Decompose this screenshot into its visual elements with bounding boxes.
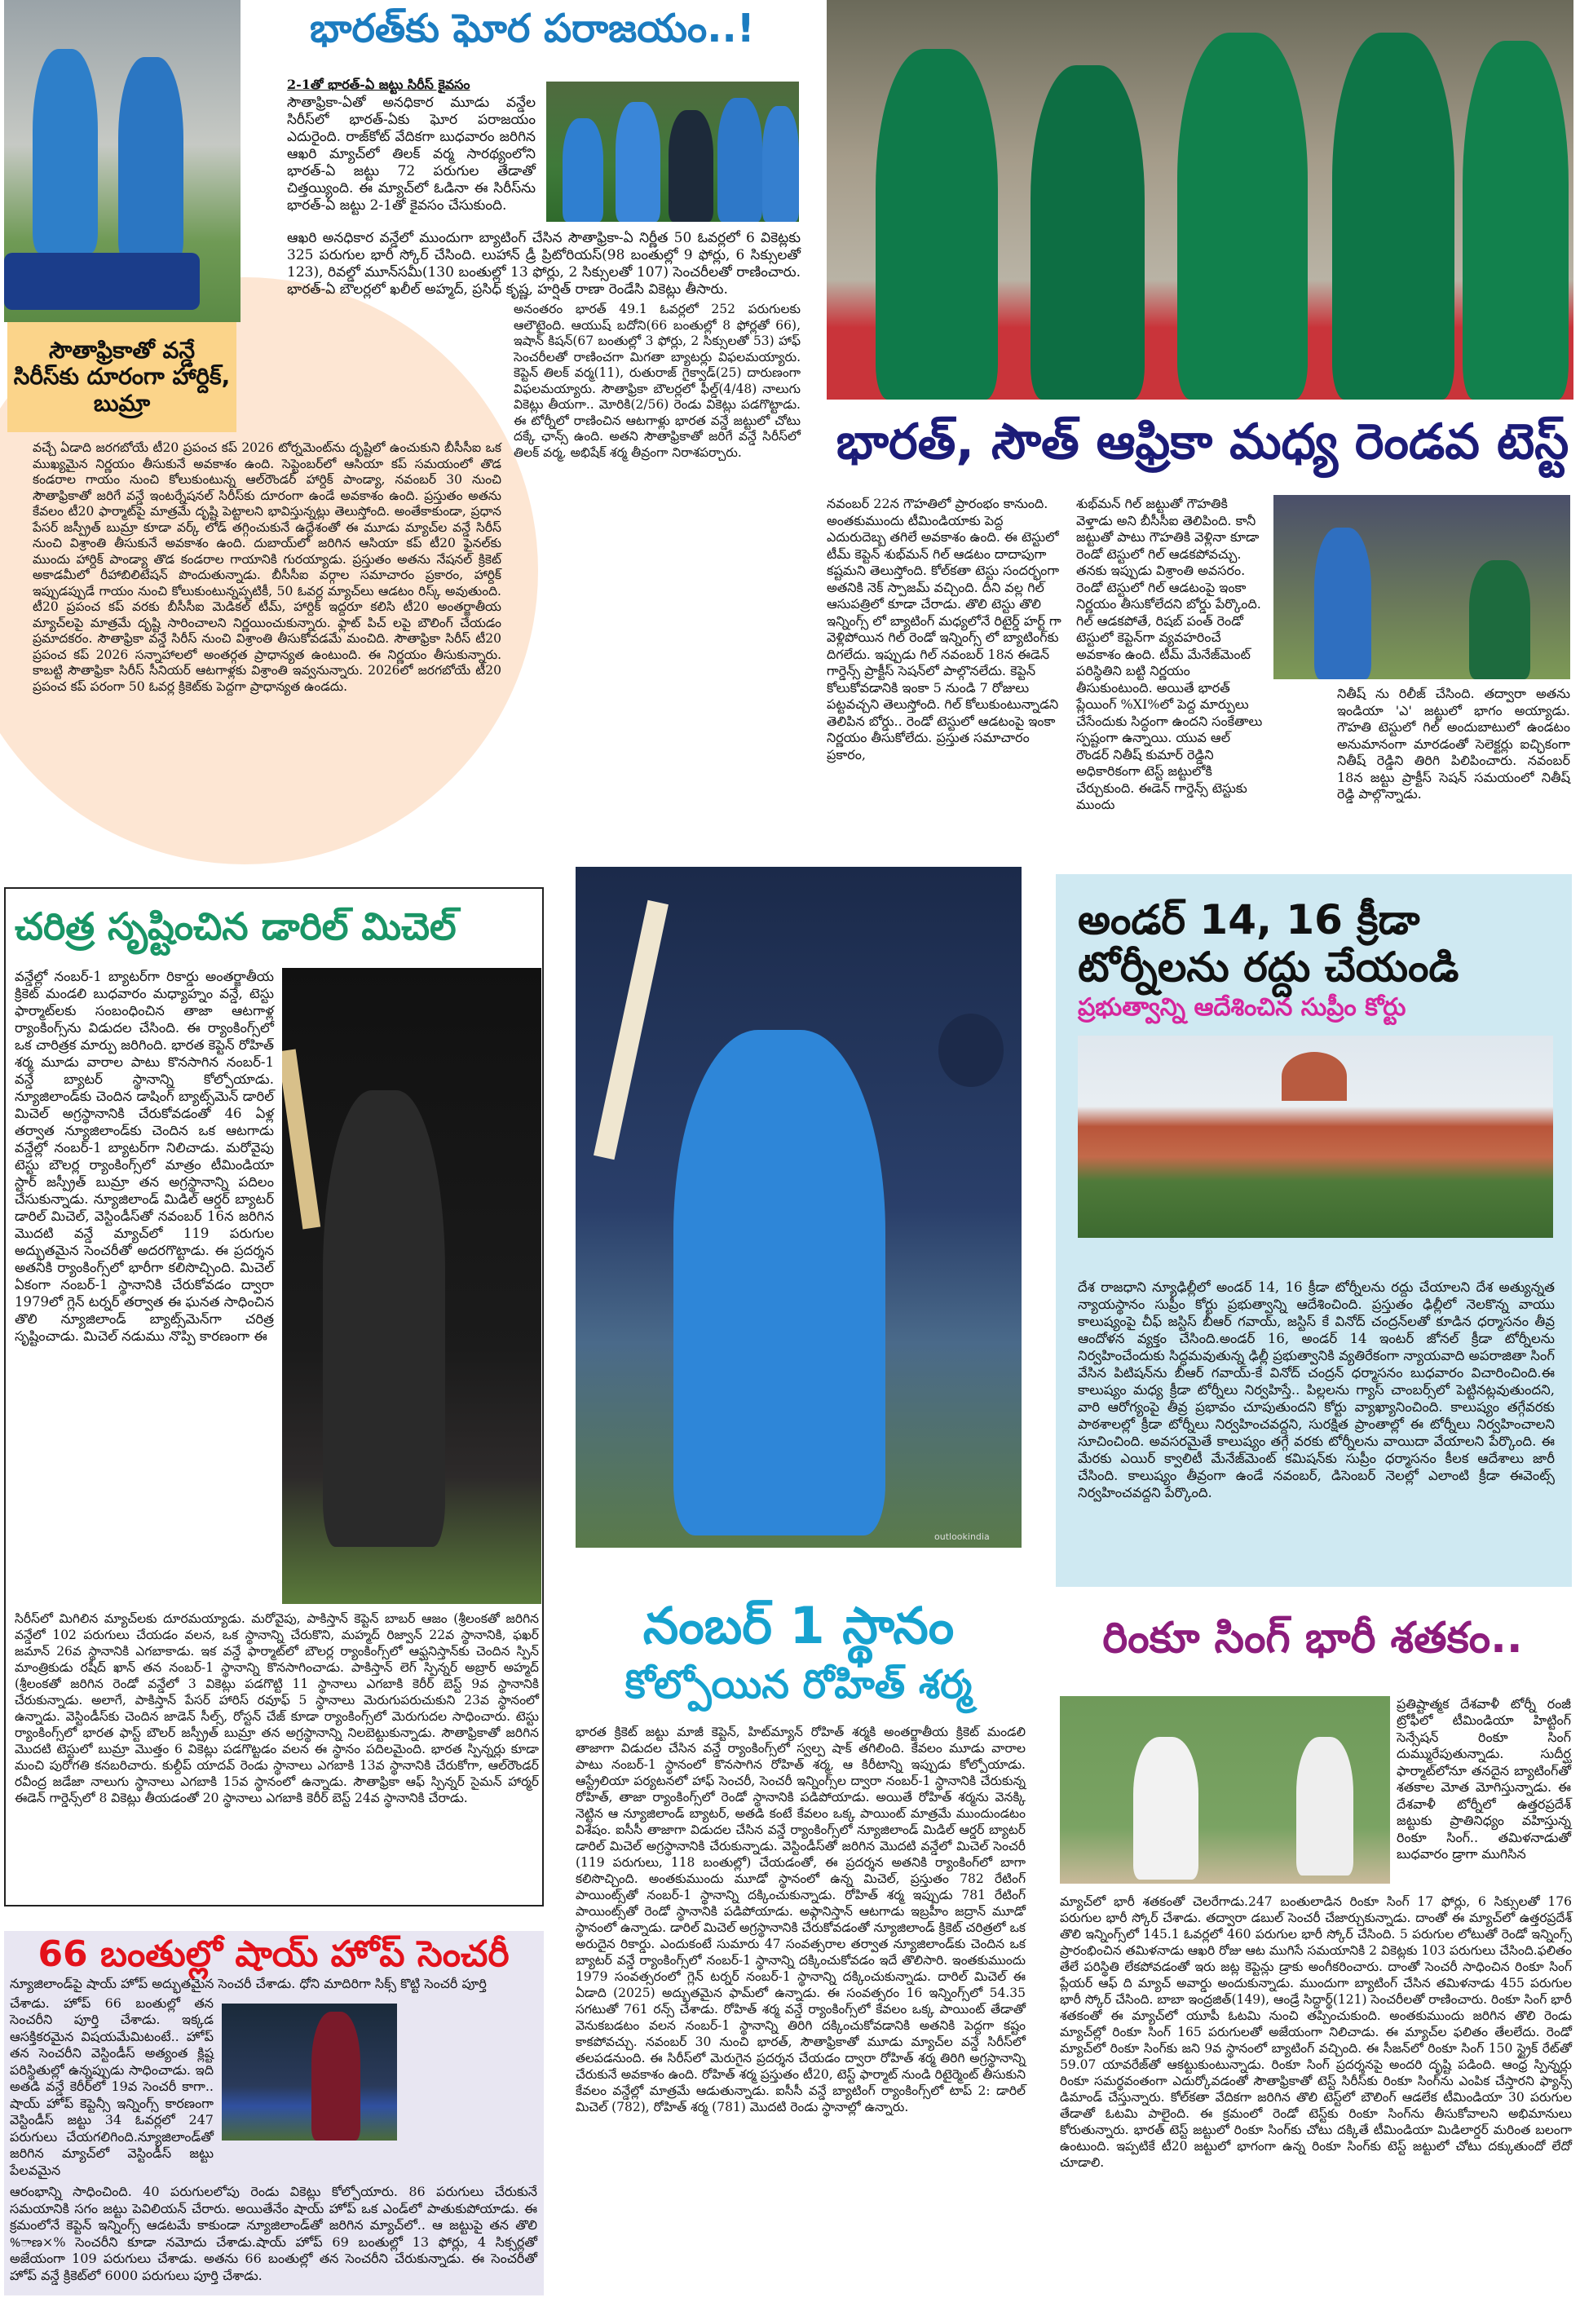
- hope-side-text: చేశాడు. హోప్ 66 బంతుల్లో తన సెంచరీని పూర్తి చేశాడు. ఇక్కడ ఆసక్తికరమైన విషయమేమిటంటే.. హోప్ తన సెంచరీని వెస్టిండీస్ అత్యంత క్లిష్ట పరిస్థితుల్లో ఉన్నప్పుడు సాధించాడు. ఇది అతడి వన్డే కెరీర్‌లో 19వ సెంచరీ కాగా.. షాయ్ హోప్ కెప్టెన్సీ ఇన్నింగ్స్ కారణంగా వెస్టిండీస్ జట్టు 34 ఓవర్లలో 247 పరుగులు చేయగలిగింది.న్యూజిలాండ్‌తో జరిగిన మ్యాచ్‌లో వెస్టిండీస్ జట్టు పేలవమైన: [10, 1995, 214, 2178]
- mitchell-headline: చరిత్ర సృష్టించిన డారిల్ మిచెల్: [15, 904, 457, 948]
- rohit-sharma-photo: [576, 867, 1022, 1548]
- test-right-column: [1273, 495, 1570, 803]
- shai-hope-photo: [222, 2004, 397, 2141]
- court-article-box: [1056, 874, 1572, 1587]
- court-article-text: దేశ రాజధాని న్యూఢిల్లీలో అండర్ 14, 16 క్రీడా టోర్నీలను రద్దు చేయాలని దేశ అత్యున్నత న్యాయస్థానం సుప్రీం కోర్టు ప్రభుత్వాన్ని ఆదేశించింది. ప్రస్తుతం ఢిల్లీలో నెలకొన్న వాయు కాలుష్యంపై చీఫ్ జస్టిస్ బీఆర్ గవాయ్, జస్టిస్ కే వినోద్ చంద్రన్‌లతో కూడిన ధర్మాసనం తీవ్ర ఆందోళన వ్యక్తం చేసింది.అండర్ 16, అండర్ 14 ఇంటర్ జోనల్ క్రీడా టోర్నీలను నిర్వహించేందుకు సిద్ధమవుతున్న ఢిల్లీ ప్రభుత్వానికి వ్యతిరేకంగా న్యాయవాది అపరాజితా సింగ్ వేసిన పిటిషన్‌ను బీఆర్ గవాయ్-కే వినోద్ చంద్రన్ ధర్మాసనం బుధవారం విచారించింది.ఈ కాలుష్యం మధ్య క్రీడా టోర్నీలు నిర్వహిస్తే.. పిల్లలను గ్యాస్ చాంబర్స్‌లో పెట్టినట్లవుతుందని, వారి ఆరోగ్యంపై తీవ్ర ప్రభావం చూపుతుందని కోర్టు వ్యాఖ్యానించింది. కాలుష్యం తగ్గేవరకు పాఠశాలల్లో క్రీడా టోర్నీలు నిర్వహించవద్దని, సురక్షిత ప్రాంతాల్లో ఈ టోర్నీలు నిర్వహించాలని సూచించింది. అవసరమైతే కాలుష్యం తగ్గే వరకు టోర్నీలను వాయిదా వేయాలని పేర్కొంది. ఈ మేరకు ఎయిర్ క్వాలిటీ మేనేజ్‌మెంట్ కమిషన్‌కు సుప్రీం ధర్మాసనం కీలక ఆదేశాలు జారీ చేసింది. కాలుష్యం తీవ్రంగా ఉండే నవంబర్, డిసెంబర్ నెలల్లో ఎలాంటి క్రీడా ఈవెంట్స్ నిర్వహించవద్దని పేర్కొంది.: [1078, 1279, 1555, 1500]
- mitchell-bottom-text: సిరీస్‌లో మిగిలిన మ్యాచ్‌లకు దూరమయ్యాడు. మరోవైపు, పాకిస్తాన్ కెప్టెన్ బాబర్ ఆజం (శ్రీలంకతో జరిగిన వన్డేలో 102 పరుగులు చేయడం వలన, ఒక స్థానాన్ని చేరుకొని, మహ్మద్ రిజ్వాన్ 22వ స్థానానికి, ఫఖర్ జమాన్ 26వ స్థానానికి ఎగబాకాడు. ఇక వన్డే ఫార్మాట్‌లో బౌలర్ల ర్యాంకింగ్స్‌లో ఆఫ్ఘనిస్తాన్‌కు చెందిన స్పిన్ మాంత్రికుడు రషీద్ ఖాన్ తన నంబర్-1 స్థానాన్ని కొనసాగించాడు. పాకిస్తాన్ లెగ్ స్పిన్నర్ అబ్రార్ అహ్మద్ (శ్రీలంకతో జరిగిన రెండో వన్డేలో 3 వికెట్లు పడగొట్టి 11 స్థానాలు ఎగబాకి కెరీర్ బెస్ట్ 9వ స్థానానికి చేరుకున్నాడు. అలాగే, పాకిస్తాన్ పేసర్ హారిస్ రవూఫ్ 5 స్థానాలు మెరుగుపరుచుకుని 23వ స్థానంలో ఉన్నాడు. వెస్టిండీస్‌కు చెందిన జాడెన్ సీల్స్, రోస్టన్ చేజ్ కూడా ర్యాంకింగ్స్‌లో మెరుగుదల సాధించారు. టెస్టు ర్యాంకింగ్స్‌లో భారత ఫాస్ట్ బౌలర్ జస్ప్రీత్ బుమ్రా తన అగ్రస్థానాన్ని నిలబెట్టుకున్నాడు. సౌతాఫ్రికాతో జరిగిన మొదటి టెస్టులో బుమ్రా మొత్తం 6 వికెట్లు పడగొట్టడం వలన ఈ స్థానం పదిలమైంది. భారత స్పిన్నర్లు కూడా మంచి పురోగతి కనబరిచారు. కుల్దీప్ యాదవ్ రెండు స్థానాలు ఎగబాకి 13వ స్థానానికి చేరుకోగా, ఆల్‌రౌండర్ రవీంద్ర జడేజా నాలుగు స్థానాలు ఎగబాకి 15వ స్థానంలో ఉన్నాడు. సౌతాఫ్రికా ఆఫ్ స్పిన్నర్ సైమన్ హార్మర్ ఈడెన్ గార్డెన్స్‌లో 8 వికెట్లు తీయడంతో 20 స్థానాలు ఎగబాకి కెరీర్ బెస్ట్ 24వ స్థానానికి చేరాడు.: [15, 1610, 539, 1805]
- south-africa-team-photo: [827, 0, 1573, 400]
- rohit-headline-line-2: కోల్పోయిన రోహిత్ శర్మ: [624, 1662, 973, 1708]
- rohit-headline-line-1: నంబర్ 1 స్థానం: [642, 1596, 955, 1655]
- middle-column: [576, 867, 1026, 2115]
- rinku-headline: రింకూ సింగ్ భారీ శతకం..: [1102, 1614, 1523, 1663]
- hope-bottom-text: ఆరంభాన్ని సాధించింది. 40 పరుగులలోపు రెండు వికెట్లు కోల్పోయారు. 86 పరుగులు చేరుకునే సమయానికి సగం జట్టు పెవిలియన్ చేరారు. అయితేనేం షాయ్ హోప్ ఒక ఎండ్‌లో పాతుకుపోయాడు. ఈ క్రమంలోనే కెప్టెన్ ఇన్నింగ్స్ ఆడటమే కాకుండా న్యూజిలాండ్‌తో జరిగిన మ్యాచ్‌లో.. ఆ జట్టుపై తన తొలి %ాణ×% సెంచరీని కూడా నమోదు చేశాడు.షాయ్ హోప్ 69 బంతుల్లో 13 ఫోర్లు, 4 సిక్సర్లతో అజేయంగా 109 పరుగులు చేశాడు. అతను 66 బంతుల్లో తన సెంచరీని చేరుకున్నాడు. ఈ సెంచరీతో హోప్ వన్డే క్రికెట్‌లో 6000 పరుగులు పూర్తి చేశాడు.: [10, 2184, 537, 2283]
- defeat-paragraph-1: సౌతాఫ్రికా-ఏతో అనధికార మూడు వన్డేల సిరీస్‌లో భారత్-ఏకు ఘోర పరాజయం ఎదురైంది. రాజ్‌కోట్ వేదికగా బుధవారం జరిగిన ఆఖరి మ్యాచ్‌లో తిలక్ వర్మ సారథ్యంలోని భారత్-ఏ జట్టు 72 పరుగుల తేడాతో చిత్తయ్యింది. ఈ మ్యాచ్‌లో ఓడినా ఈ సిరీస్‌ను భారత్-ఏ జట్టు 2-1తో కైవసం చేసుకుంది.: [287, 95, 536, 214]
- defeat-continuation: [287, 230, 801, 461]
- rinku-article: [1056, 1615, 1572, 2171]
- rohit-article-text: భారత క్రికెట్ జట్టు మాజీ కెప్టెన్, హిట్‌మ్యాన్ రోహిత్ శర్మకి అంతర్జాతీయ క్రికెట్ మండలి తాజాగా విడుదల చేసిన వన్డే ర్యాంకింగ్స్‌లో స్వల్ప షాక్ తగిలింది. కేవలం మూడు వారాల పాటు నంబర్-1 స్థానంలో కొనసాగిన రోహిత్ శర్మ, ఆ కిరీటాన్ని ఇప్పుడు కోల్పోయాడు. ఆస్ట్రేలియా పర్యటనలో హాఫ్ సెంచరీ, సెంచరీ ఇన్నింగ్స్‌ల ద్వారా నంబర్-1 స్థానానికి చేరుకున్న రోహిత్, తాజా ర్యాంకింగ్స్‌లో రెండో స్థానానికి పడిపోయాడు. అయితే రోహిత్ శర్మను వెనక్కి నెట్టిన ఆ న్యూజిలాండ్ బ్యాటర్, అతడి కంటే కేవలం ఒక్క పాయింట్ మాత్రమే ముందుండటం విశేషం. ఐసీసీ తాజాగా విడుదల చేసిన వన్డే ర్యాంకింగ్స్‌లో న్యూజిలాండ్ మిడిల్ ఆర్డర్ బ్యాటర్ డారిల్ మిచెల్ అగ్రస్థానానికి చేరుకున్నాడు. వెస్టిండీస్‌తో జరిగిన మొదటి వన్డేలో మిచెల్ సెంచరీ (119 పరుగులు, 118 బంతుల్లో) చేయడంతో, ఈ ప్రదర్శన అతనికి ర్యాంకింగ్‌లో బాగా కలిసొచ్చింది. అంతకుముందు మూడో స్థానంలో ఉన్న మిచెల్, ప్రస్తుతం 782 రేటింగ్ పాయింట్స్‌తో నంబర్-1 స్థానాన్ని దక్కించుకున్నాడు. రోహిత్ శర్మ ఇప్పుడు 781 రేటింగ్ పాయింట్స్‌తో రెండో స్థానానికి పడిపోయాడు. అఫ్గానిస్తాన్ ఆటగాడు ఇబ్రహీం జద్రాన్ మూడో స్థానంలో ఉన్నాడు. డారిల్ మిచెల్ అగ్రస్థానానికి చేరుకోవడంతో న్యూజిలాండ్ క్రికెట్ చరిత్రలో ఒక అరుదైన రికార్డు. ఎందుకంటే సుమారు 47 సంవత్సరాల తర్వాత న్యూజిలాండ్‌కు చెందిన ఒక బ్యాటర్ వన్డే ర్యాంకింగ్స్‌లో నంబర్-1 స్థానాన్ని దక్కించుకోవడం ఇదే తొలిసారి. ఇంతకుముందు 1979 సంవత్సరంలో గ్లెన్ టర్నర్ నంబర్-1 స్థానాన్ని దక్కించుకున్నాడు. దారిల్ మిచెల్ ఈ ఏడాది (2025) అద్భుతమైన ఫామ్‌లో ఉన్నాడు. ఈ సంవత్సరం 16 ఇన్నింగ్స్‌లో 54.35 సగటుతో 761 రన్స్ చేశాడు. రోహిత్ శర్మ వన్డే ర్యాంకింగ్స్‌లో కేవలం ఒక్క పాయింట్ తేడాతో వెనుకబడటం వలన నంబర్-1 స్థానాన్ని తిరిగి దక్కించుకోవడానికి అతనికి పెద్దగా కష్టం కాకపోవచ్చు. నవంబర్ 30 నుంచి భారత్, సౌతాఫ్రికాతో మూడు మ్యాచ్‌ల వన్డే సిరీస్‌లో తలపడనుంది. ఈ సిరీస్‌లో మెరుగైన ప్రదర్శన చేయడం ద్వారా రోహిత్ శర్మ తిరిగి అగ్రస్థానాన్ని చేరుకునే అవకాశం ఉంది. రోహిత్ శర్మ ప్రస్తుతం టీ20, టెస్ట్ ఫార్మాట్ నుండి రిటైర్మెంట్ తీసుకుని కేవలం వన్డేల్లో మాత్రమే ఆడుతున్నాడు. ఐసీసీ వన్డే బ్యాటింగ్ ర్యాంకింగ్స్‌లో టాప్ 2: డారిల్ మిచెల్ (782), రోహిత్ శర్మ (781) మొదటి రెండు స్థానాల్లో ఉన్నారు.: [576, 1725, 1026, 2115]
- test-headline: భారత్, సౌత్ ఆఫ్రికా మధ్య రెండవ టెస్ట్: [836, 413, 1569, 471]
- mitchell-article-box: [4, 887, 544, 1906]
- supreme-court-photo: [1078, 1036, 1553, 1238]
- gill-batting-photo: [1273, 495, 1570, 679]
- daryl-mitchell-photo: [282, 968, 541, 1604]
- test-column-3: నితీష్ ను రిలీజ్ చేసింది. తద్వారా అతను ఇండియా 'ఎ' జట్టులో భాగం అయ్యాడు. గౌహతి టెస్టులో గిల్ అందుబాటులో ఉండటం అనుమానంగా మారడంతో సెలెక్టర్లు ఐచ్ఛికంగా నితీష్ రెడ్డిని తిరిగి పిలిపించారు. నవంబర్ 18న జట్టు ప్రాక్టీస్ సెషన్ సమయంలో నితీష్ రెడ్డి పాల్గొన్నాడు.: [1337, 686, 1570, 802]
- left-column: [4, 887, 544, 2295]
- defeat-paragraph-2: ఆఖరి అనధికార వన్డేలో ముందుగా బ్యాటింగ్ చేసిన సౌతాఫ్రికా-ఏ నిర్ణీత 50 ఓవర్లలో 6 వికెట్లకు 325 పరుగుల భారీ స్కోర్ చేసింది. లుహాన్ డ్రీ ప్రిటోరియస్(98 బంతుల్లో 9 ఫోర్లు, 6 సిక్సులతో 123), రివల్డో మూన్‌సమీ(130 బంతుల్లో 13 ఫోర్లు, 2 సిక్సులతో 107) సెంచరీలతో రాణించారు. భారత్-ఏ బౌలర్లలో ఖలీల్ అహ్మద్, ప్రసిధ్ కృష్ణ, హర్షిత్ రాణా రెండేసి వికెట్లు తీసారు.: [287, 230, 801, 298]
- test-column-1: నవంబర్ 22న గౌహతిలో ప్రారంభం కానుంది. అంతకుముందు టీమిండియాకు పెద్ద ఎదురుదెబ్బ తగిలే అవకాశం ఉంది. ఈ టెస్టులో టీమ్ కెప్టెన్ శుభ్‌మన్ గిల్ ఆడటం దాదాపుగా కష్టమని తెలుస్తోంది. కోల్‌కతా టెస్టు సందర్భంగా అతనికి నెక్ స్పాజమ్ వచ్చింది. దీని వల్ల గిల్ ఆసుపత్రిలో కూడా చేరాడు. తొలి టెస్టు తొలి ఇన్నింగ్స్ లో బ్యాటింగ్ మధ్యలోనే రిటైర్డ్ హర్ట్ గా వెళ్లిపోయిన గిల్ రెండో ఇన్నింగ్స్ లో బ్యాటింగ్‌కు దిగలేదు. ఇప్పుడు గిల్ నవంబర్ 18న ఈడెన్ గార్డెన్స్ ప్రాక్టీస్ సెషన్‌లో పాల్గొనలేదు. కెప్టెన్ కోలుకోవడానికి ఇంకా 5 నుండి 7 రోజులు పట్టవచ్చని తెలుస్తోంది. గిల్ కోలుకుంటున్నాడని తెలిపిన బోర్డు.. రెండో టెస్టులో ఆడటంపై ఇంకా నిర్ణయం తీసుకోలేదు. ప్రస్తుత సమాచారం ప్రకారం,: [827, 496, 1061, 762]
- defeat-paragraph-3: అనంతరం భారత్ 49.1 ఓవర్లలో 252 పరుగులకు ఆలౌటైంది. ఆయుష్ బదోని(66 బంతుల్లో 8 ఫోర్లతో 66), ఇషాన్ కిషన్(67 బంతుల్లో 3 ఫోర్లు, 2 సిక్సులతో 53) హాఫ్ సెంచరీలతో రాణించగా మిగతా బ్యాటర్లు విఫలమయ్యారు. కెప్టెన్ తిలక్ వర్మ(11), రుతురాజ్ గైక్వాడ్(25) దారుణంగా విఫలమయ్యారు. సౌతాఫ్రికా బౌలర్లలో ఫీల్డ్(4/48) నాలుగు వికెట్లు తీయగా.. మోరికి(2/56) రెండు వికెట్లు పడగొట్టాడు. ఈ టోర్నీలో రాణించిన ఆటగాళ్లు భారత వన్డే జట్టులో చోటు దక్కే ఛాన్స్ ఉంది. అతని సౌతాఫ్రికాతో జరిగే వన్డే సిరీస్‌లో తిలక్ వర్మ, అభిషేక్ శర్మ తీవ్రంగా నిరాశపర్చారు.: [514, 302, 801, 460]
- right-column: [1056, 874, 1572, 2171]
- india-a-team-photo: [546, 82, 799, 222]
- rinku-singh-photo: [1060, 1696, 1390, 1884]
- hardik-headline-box: [7, 322, 236, 432]
- hope-article-box: [4, 1931, 544, 2295]
- hope-lead-text: న్యూజిలాండ్‌పై షాయ్ హోప్ అద్భుతమైన సెంచరీ చేశాడు. ధోని మాదిరిగా సిక్స్ కొట్టి సెంచరీ పూర్తి: [10, 1975, 487, 1991]
- defeat-headline: భారత్‌కు ఘోర పరాజయం..!: [310, 6, 755, 51]
- test-column-2: శుభ్‌మన్ గిల్ జట్టుతో గౌహతికి వెళ్తాడు అని బీసీసీఐ తెలిపింది. కానీ జట్టుతో పాటు గౌహతికి వెళ్లినా కూడా రెండో టెస్టులో గిల్ ఆడకపోవచ్చు. తనకు ఇప్పుడు విశ్రాంతి అవసరం. రెండో టెస్టులో గిల్ ఆడటంపై ఇంకా నిర్ణయం తీసుకోలేదని బోర్డు పేర్కొంది. గిల్ ఆడకపోతే, రిషబ్ పంత్ రెండో టెస్టులో కెప్టెన్‌గా వ్యవహరించే అవకాశం ఉంది. టీమ్ మేనేజ్‌మెంట్ పరిస్థితిని బట్టి నిర్ణయం తీసుకుంటుంది. అయితే భారత్ ప్లేయింగ్ %XI%లో పెద్ద మార్పులు చేసేందుకు సిద్ధంగా ఉందని సంకేతాలు స్పష్టంగా ఉన్నాయి. యువ ఆల్ రౌండర్ నితీష్ కుమార్ రెడ్డిని అధికారికంగా టెస్ట్ జట్టులోకి చేర్చుకుంది. ఈడెన్ గార్డెన్స్ టెస్టుకు ముందు: [1076, 496, 1263, 812]
- hardik-headline: సౌతాఫ్రికాతో వన్డే సిరీస్‌కు దూరంగా హార్దిక్, బుమ్రా: [13, 337, 231, 417]
- rinku-bottom-text: మ్యాచ్‌లో భారీ శతకంతో చెలరేగాడు.247 బంతులాడిన రింకూ సింగ్ 17 ఫోర్లు, 6 సిక్సులతో 176 పరుగుల భారీ స్కోర్ చేశాడు. తద్వారా డబుల్ సెంచరీ చేజార్చుకున్నాడు. దాంతో ఈ మ్యాచ్‌లో ఉత్తరప్రదేశ్ తొలి ఇన్నింగ్స్‌లో 145.1 ఓవర్లలో 460 పరుగుల భారీ స్కోర్ చేసింది. 5 పరుగుల లోటుతో రెండో ఇన్నింగ్స్ ప్రారంభించిన తమిళనాడు ఆఖరి రోజు ఆట ముగిసే సమయానికి 2 వికెట్లకు 103 పరుగులు చేసింది.ఫలితం తేలే పరిస్థితి లేకపోవడంతో ఇరు జట్ల కెప్టెన్లు డ్రాకు అంగీకరించారు. దాంతో సెంచరీ సాధించిన రింకూ సింగ్ ప్లేయర్ ఆఫ్ ది మ్యాచ్ అవార్డు అందుకున్నాడు. ముందుగా బ్యాటింగ్ చేసిన తమిళనాడు 455 పరుగుల భారీ స్కోర్ చేసింది. బాబా ఇంద్రజిత్(149), ఆండ్రే సిద్ధార్థ్(121) సెంచరీలతో రాణించారు. రింకూ సింగ్ భారీ శతకంతో ఈ మ్యాచ్‌లో యూపీ ఓటమి నుంచి తప్పించుకుంది. అంతకుముందు జరిగిన తొలి రెండు మ్యాచ్‌ల్లో రింకూ సింగ్ 165 పరుగులతో అజేయంగా నిలిచాడు. ఈ మ్యాచ్‌ల ఫలితం తేలలేదు. రెండో మ్యాచ్‌లో రింకూ సింగ్‌కు జని 9వ స్థానంలో బ్యాటింగ్ వచ్చింది. ఈ సీజన్‌లో రింకూ సింగ్ 150 స్ట్రైక్ రేట్‌తో 59.07 యావరేజ్‌తో ఆకట్టుకుంటున్నాడు. రింకూ సింగ్ ప్రదర్శనపై అందరి దృష్టి పడింది. ఆంధ్ర స్పిన్నర్లు రింకూ సమర్థవంతంగా ఎదుర్కోవడంతో సౌతాఫ్రికాతో టెస్ట్ సిరీస్‌కు రింకూ సింగ్‌ను ఎంపిక చేస్తారని ఫ్యాన్స్ డిమాండ్ చేస్తున్నారు. కోల్‌కతా వేదికగా జరిగిన తొలి టెస్ట్‌లో బౌలింగ్ ఆడలేక టీమిండియా 30 పరుగుల తేడాతో ఓటమి పాలైంది. ఈ క్రమంలో రెండో టెస్ట్‌కు రింకూ సింగ్‌ను తీసుకోవాలని అభిమానులు కోరుతున్నారు. భారత్ టెస్ట్ జట్టులో రింకూ సింగ్‌కు చోటు దక్కితే టీమిండియా మిడిలార్డర్ మరింత బలంగా ఉంటుంది. ఇప్పటికే టీ20 జట్టులో భాగంగా ఉన్న రింకూ సింగ్‌కు టెస్ట్ జట్టులో చోటు దక్కుతుందో లేదో చూడాలి.: [1060, 1893, 1572, 2170]
- hope-headline: 66 బంతుల్లో షాయ్ హోప్ సెంచరీ: [38, 1933, 510, 1975]
- court-subhead: ప్రభుత్వాన్ని ఆదేశించిన సుప్రీం కోర్టు: [1078, 993, 1406, 1022]
- rinku-side-text: ప్రతిష్టాత్మక దేశవాళీ టోర్నీ రంజీ ట్రోఫీలో టీమిండియా హిట్టింగ్ సెన్సేషన్ రింకూ సింగ్ దుమ్మురేపుతున్నాడు. సుదీర్ఘ ఫార్మాట్‌లోనూ తనదైన బ్యాటింగ్‌తో శతకాల మోత మోగిస్తున్నాడు. ఈ దేశవాళీ టోర్నీలో ఉత్తరప్రదేశ్ జట్టుకు ప్రాతినిధ్యం వహిస్తున్న రింకూ సింగ్.. తమిళనాడుతో బుధవారం డ్రాగా ముగిసిన: [1397, 1695, 1571, 1862]
- mitchell-side-text: వన్డేల్లో నంబర్-1 బ్యాటర్‌గా రికార్డు అంతర్జాతీయ క్రికెట్ మండలి బుధవారం మధ్యాహ్నం వన్డే, టెస్టు ఫార్మాట్‌లకు సంబంధించిన తాజా ఆటగాళ్ల ర్యాంకింగ్స్‌ను విడుదల చేసింది. ఈ ర్యాంకింగ్స్‌లో ఒక చారిత్రక మార్పు జరిగింది. భారత కెప్టెన్ రోహిత్ శర్మ మూడు వారాల పాటు కొనసాగిన నంబర్-1 వన్డే బ్యాటర్ స్థానాన్ని కోల్పోయాడు. న్యూజిలాండ్‌కు చెందిన డాషింగ్ బ్యాట్స్‌మెన్ డారిల్ మిచెల్ అగ్రస్థానానికి చేరుకోవడంతో 46 ఏళ్ల తర్వాత న్యూజిలాండ్‌కు చెందిన ఒక ఆటగాడు వన్డేల్లో నంబర్-1 బ్యాటర్‌గా నిలిచాడు. మరోవైపు టెస్టు బౌలర్ల ర్యాంకింగ్స్‌లో మాత్రం టీమిండియా స్టార్ జస్ప్రీత్ బుమ్రా తన అగ్రస్థానాన్ని పదిలం చేసుకున్నాడు. న్యూజిలాండ్ మిడిల్ ఆర్డర్ బ్యాటర్ డారిల్ మిచెల్, వెస్టిండీస్‌తో నవంబర్ 16న జరిగిన మొదటి వన్డే మ్యాచ్‌లో 119 పరుగుల అద్భుతమైన సెంచరీతో అదరగొట్టాడు. ఈ ప్రదర్శన అతనికి ర్యాంకింగ్స్‌లో భారీగా కలిసొచ్చింది. మిచెల్ ఏకంగా నంబర్-1 స్థానానికి చేరుకోవడం ద్వారా 1979లో గ్లెన్ టర్నర్ తర్వాత ఈ ఘనత సాధించిన తొలి న్యూజిలాండ్ బ్యాట్స్‌మెన్‌గా చరిత్ర సృష్టించాడు. మిచెల్ నడుము నొప్పి కారణంగా ఈ: [15, 968, 274, 1344]
- rohit-photo-credit: outlookindia: [934, 1531, 990, 1542]
- hardik-bumrah-photo: [4, 0, 241, 322]
- hardik-article-text: వచ్చే ఏడాది జరగబోయే టీ20 ప్రపంచ కప్ 2026 టోర్నమెంట్‌ను దృష్టిలో ఉంచుకుని బీసీసీఐ ఒక ముఖ్యమైన నిర్ణయం తీసుకునే అవకాశం ఉంది. సెప్టెంబర్‌లో ఆసియా కప్ సమయంలో తొడ కండరాల గాయం నుంచి కోలుకుంటున్న ఆల్‌రౌండర్ హార్దిక్ పాండ్యా, నవంబర్ 30 నుంచి సౌతాఫ్రికాతో జరిగే వన్డే ఇంటర్నేషనల్ సిరీస్‌కు దూరంగా ఉండే అవకాశం ఉంది. ప్రస్తుతం అతను కేవలం టీ20 ఫార్మాట్‌పై మాత్రమే దృష్టి పెట్టాలని భావిస్తున్నట్లు తెలుస్తోంది. అంతేకాకుండా, ప్రధాన పేసర్ జస్ప్రీత్ బుమ్రా కూడా వర్క్ లోడ్ తగ్గించుకునే ఉద్దేశంతో ఈ మూడు మ్యాచ్‌ల వన్డే సిరీస్ నుంచి విశ్రాంతి తీసుకునే అవకాశం ఉంది. దుబాయ్‌లో జరిగిన ఆసియా కప్ టీ20 ఫైనల్‌కు ముందు హార్దిక్ పాండ్యా తొడ కండరాల గాయానికి గురయ్యాడు. ప్రస్తుతం అతను నేషనల్ క్రికెట్ అకాడమీలో రీహాబిలిటేషన్ పొందుతున్నాడు. బీసీసీఐ వర్గాల సమాచారం ప్రకారం, హార్దిక్ ఇప్పుడప్పుడే గాయం నుంచి కోలుకుంటున్నప్పటికీ, 50 ఓవర్ల మ్యాచ్‌లు ఆడటం రిస్క్ అవుతుంది. టీ20 ప్రపంచ కప్ వరకు బీసీసీఐ మెడికల్ టీమ్, హార్దిక్ ఇద్దరూ కలిసి టీ20 అంతర్జాతీయ మ్యాచ్‌లపై మాత్రమే దృష్టి సారించాలని నిర్ణయించుకున్నారు. ఫ్లాట్ పిచ్ లపై బౌలింగ్ చేయడం ప్రమాదకరం. సౌతాఫ్రికా వన్డే సిరీస్ నుంచి విశ్రాంతి తీసుకోవడమే మంచిది. సౌతాఫ్రికా సిరీస్ టీ20 ప్రపంచ కప్ 2026 సన్నాహాలలో అంతర్గత ప్రాధాన్యత ఉంటుంది. ఈ నిర్ణయం తీసుకున్నారు. కాబట్టి సౌతాఫ్రికా సిరీస్ సీనియర్ ఆటగాళ్లకు విశ్రాంతి ఇవ్వనున్నారు. 2026లో జరగబోయే టీ20 ప్రపంచ కప్ పరంగా 50 ఓవర్ల క్రికెట్‌కు పెద్దగా ప్రాధాన్యత ఉండదు.: [33, 440, 501, 694]
- court-headline: అండర్ 14, 16 క్రీడా టోర్నీలను రద్దు చేయండి: [1078, 896, 1459, 991]
- defeat-subhead: 2-1తో భారత్-ఏ జట్టు సిరీస్ కైవసం: [287, 77, 470, 92]
